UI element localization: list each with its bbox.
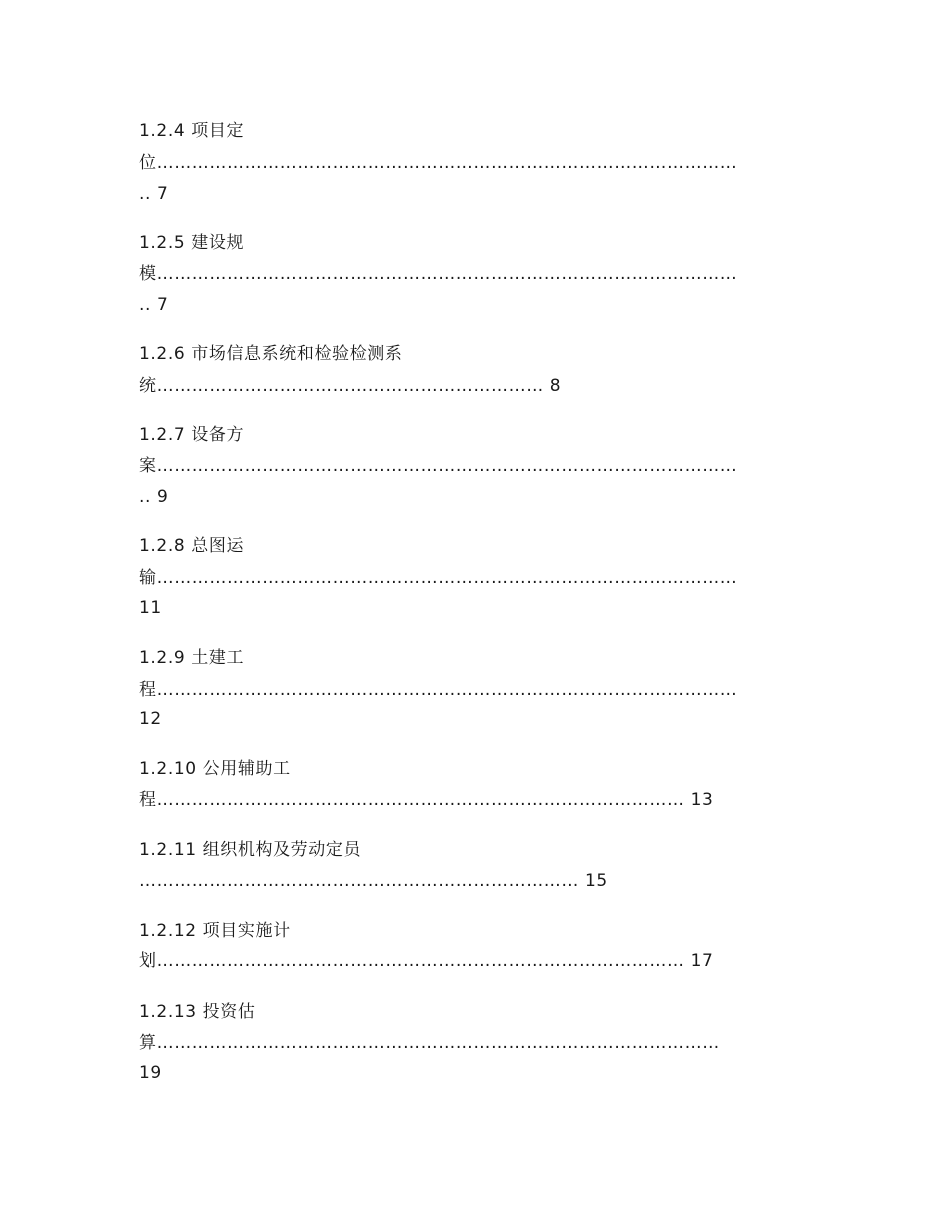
toc-entry-1-2-11-title[interactable]: 1.2.11 组织机构及劳动定员	[139, 840, 362, 860]
toc-entry-1-2-9-leader[interactable]: 程………………………………………………………………………………………	[139, 680, 738, 700]
toc-entry-1-2-10-title[interactable]: 1.2.10 公用辅助工	[139, 759, 291, 779]
toc-entry-1-2-9-page[interactable]: 12	[139, 709, 162, 729]
toc-entry-1-2-10-leader[interactable]: 程……………………………………………………………………………… 13	[139, 790, 714, 810]
toc-entry-1-2-7-title[interactable]: 1.2.7 设备方	[139, 425, 245, 445]
toc-entry-1-2-5-title[interactable]: 1.2.5 建设规	[139, 233, 245, 253]
toc-entry-1-2-4-title[interactable]: 1.2.4 项目定	[139, 121, 245, 141]
toc-entry-1-2-7-leader[interactable]: 案………………………………………………………………………………………	[139, 456, 738, 476]
toc-entry-1-2-12-leader[interactable]: 划……………………………………………………………………………… 17	[139, 951, 714, 971]
toc-entry-1-2-12-title[interactable]: 1.2.12 项目实施计	[139, 921, 291, 941]
toc-entry-1-2-8-title[interactable]: 1.2.8 总图运	[139, 536, 245, 556]
toc-entry-1-2-6-title[interactable]: 1.2.6 市场信息系统和检验检测系	[139, 344, 403, 364]
toc-entry-1-2-7-page[interactable]: .. 9	[139, 487, 169, 507]
toc-entry-1-2-4-leader[interactable]: 位………………………………………………………………………………………	[139, 153, 738, 173]
toc-entry-1-2-11-leader[interactable]: ………………………………………………………………… 15	[139, 871, 608, 891]
toc-entry-1-2-4-page[interactable]: .. 7	[139, 184, 169, 204]
toc-entry-1-2-8-page[interactable]: 11	[139, 598, 162, 618]
toc-entry-1-2-6-leader[interactable]: 统………………………………………………………… 8	[139, 376, 562, 396]
toc-entry-1-2-13-title[interactable]: 1.2.13 投资估	[139, 1002, 256, 1022]
toc-entry-1-2-9-title[interactable]: 1.2.9 土建工	[139, 648, 245, 668]
toc-entry-1-2-8-leader[interactable]: 输………………………………………………………………………………………	[139, 568, 738, 588]
toc-entry-1-2-5-leader[interactable]: 模………………………………………………………………………………………	[139, 264, 738, 284]
toc-entry-1-2-5-page[interactable]: .. 7	[139, 295, 169, 315]
toc-entry-1-2-13-page[interactable]: 19	[139, 1063, 162, 1083]
toc-entry-1-2-13-leader[interactable]: 算……………………………………………………………………………………	[139, 1033, 720, 1053]
